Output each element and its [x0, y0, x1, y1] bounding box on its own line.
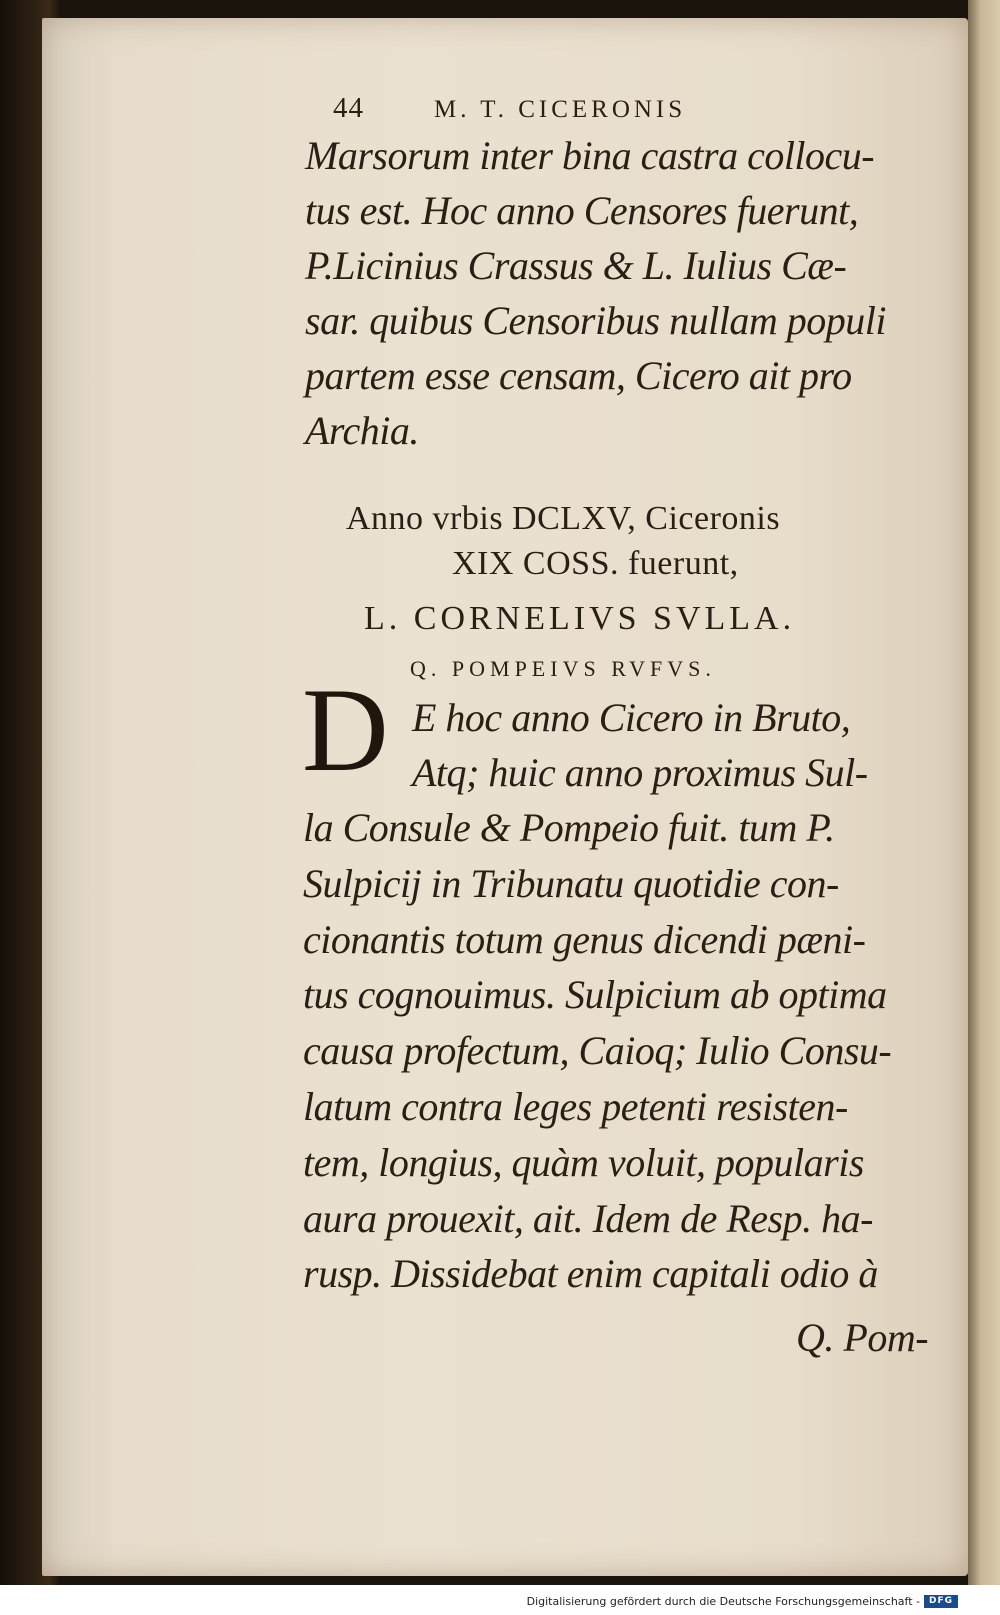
- text-line: latum contra leges petenti resisten-: [303, 1083, 848, 1129]
- year-heading-line-1: Anno vrbis DCLXV, Ciceronis: [346, 500, 781, 537]
- text-line: cionantis totum genus dicendi pæni-: [303, 916, 866, 962]
- text-line: rusp. Dissidebat enim capitali odio à: [303, 1251, 878, 1297]
- credit-text: Digitalisierung gefördert durch die Deutsche Forschungsgemeinschaft -: [526, 1595, 920, 1608]
- consul-name-1: L. CORNELIVS SVLLA.: [364, 600, 796, 637]
- text-line: Sulpicij in Tribunatu quotidie con-: [303, 860, 839, 906]
- text-line: partem esse censam, Cicero ait pro: [305, 353, 852, 398]
- running-title: M. T. CICERONIS: [434, 96, 687, 123]
- text-line: tus cognouimus. Sulpicium ab optima: [303, 972, 887, 1018]
- text-line: P.Licinius Crassus & L. Iulius Cæ-: [305, 243, 847, 288]
- running-header: [333, 92, 833, 125]
- text-line: causa profectum, Caioq; Iulio Consu-: [303, 1028, 892, 1074]
- text-line: tus est. Hoc anno Censores fuerunt,: [305, 188, 859, 233]
- paragraph-2: [303, 800, 891, 1302]
- drop-cap: D: [302, 663, 389, 796]
- page-number: 44: [333, 92, 364, 124]
- consul-name-2: Q. POMPEIVS RVFVS.: [410, 656, 716, 681]
- year-heading-line-2: XIX COSS. fuerunt,: [452, 545, 739, 582]
- dfg-logo: DFG: [924, 1595, 958, 1608]
- text-line: la Consule & Pompeio fuit. tum P.: [303, 805, 835, 850]
- text-line: aura prouexit, ait. Idem de Resp. ha-: [303, 1195, 873, 1241]
- catchword: Q. Pom-: [796, 1315, 929, 1360]
- text-line: Archia.: [305, 408, 419, 453]
- digitization-credit: [527, 1595, 958, 1608]
- text-line: E hoc anno Cicero in Bruto,: [412, 695, 851, 740]
- text-line: tem, longius, quàm voluit, popularis: [303, 1139, 864, 1185]
- text-line: sar. quibus Censoribus nullam populi: [305, 298, 886, 343]
- text-line: Atq; huic anno proximus Sul-: [412, 750, 868, 795]
- paragraph-2-beside-cap: [412, 690, 868, 800]
- text-line: Marsorum inter bina castra collocu-: [305, 133, 875, 178]
- book-fore-edge: [968, 0, 1000, 1585]
- paragraph-1: [305, 128, 886, 458]
